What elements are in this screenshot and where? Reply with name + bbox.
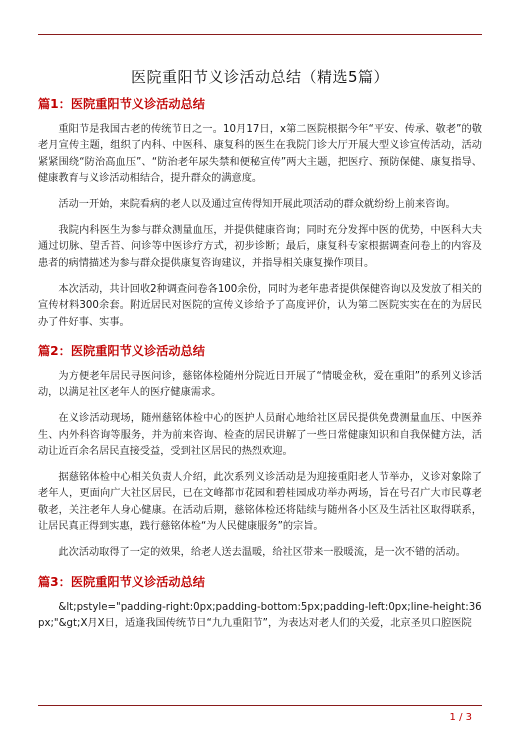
paragraph: 活动一开始，来院看病的老人以及通过宣传得知开展此项活动的群众就纷纷上前来咨询。 xyxy=(58,199,456,211)
paragraph: 此次活动取得了一定的效果，给老人送去温暖，给社区带来一股暖流，是一次不错的活动。 xyxy=(58,547,466,559)
footer-rule xyxy=(38,705,482,706)
section-heading: 篇1：医院重阳节义诊活动总结 xyxy=(38,97,205,111)
section-2 xyxy=(38,343,482,562)
section-3 xyxy=(38,574,482,633)
paragraph: 在义诊活动现场，随州慈铭体检中心的医护人员耐心地给社区居民提供免费测量血压、中医养生、内外科咨询等服务，并为前来咨询、检查的居民讲解了一些日常健康知识和自我保健方法，活动让近百余名居民直接受益，受到社区居民的热烈欢迎。 xyxy=(38,413,482,458)
page-title: 医院重阳节义诊活动总结（精选5篇） xyxy=(130,68,390,86)
paragraph: &lt;pstyle="padding-right:0px;padding-bottom:5px;padding-left:0px;line-height:36px;"&gt;X月X日，适逢我国传统节日“九九重阳节”，为表达对老人们的关爱，北京圣贝口腔医院 xyxy=(38,601,482,629)
section-1 xyxy=(38,96,482,331)
document-body xyxy=(38,96,482,642)
paragraph: 据慈铭体检中心相关负责人介绍，此次系列义诊活动是为迎接重阳老人节举办，义诊对象除了老年人，更面向广大社区居民，已在文峰都市花园和碧桂园成功举办两场，旨在号召广大市民尊老敬老，关注老年人身心健康。在活动后期，慈铭体检还将陆续与随州各小区及生活社区取得联系，让居民真正得到实惠，践行慈铭体检“为人民健康服务”的宗旨。 xyxy=(38,472,482,533)
header-rule xyxy=(38,34,482,35)
page-number: 1 / 3 xyxy=(449,712,472,723)
paragraph: 重阳节是我国古老的传统节日之一。10月17日，x第二医院根据今年“平安、传承、敬老”的敬老月宣传主题，组织了内科、中医科、康复科的医生在我院门诊大厅开展大型义诊宣传活动，活动紧紧围绕“防治高血压”、“防治老年尿失禁和便秘宣传”两大主题，把医疗、预防保健、康复指导、健康教育与义诊活动相结合，提升群众的满意度。 xyxy=(38,124,482,185)
paragraph: 为方便老年居民寻医问诊，慈铭体检随州分院近日开展了“情暖金秋，爱在重阳”的系列义诊活动，以满足社区老年人的医疗健康需求。 xyxy=(38,370,482,399)
paragraph: 本次活动，共计回收2种调查问卷各100余份，同时为老年患者提供保健咨询以及发放了相关的宣传材料300余套。附近居民对医院的宣传义诊给予了高度评价，认为第二医院实实在在的为居民办了件好事、实事。 xyxy=(38,283,482,328)
paragraph: 我院内科医生为参与群众测量血压，并提供健康咨询；同时充分发挥中医的优势，中医科大夫通过切脉、望舌苔、问诊等中医诊疗方式，初步诊断；最后，康复科专家根据调查问卷上的内容及患者的病情描述为参与群众提供康复咨询建议，并指导相关康复操作项目。 xyxy=(38,225,482,269)
section-heading: 篇2：医院重阳节义诊活动总结 xyxy=(38,343,205,358)
section-heading: 篇3：医院重阳节义诊活动总结 xyxy=(38,574,205,589)
